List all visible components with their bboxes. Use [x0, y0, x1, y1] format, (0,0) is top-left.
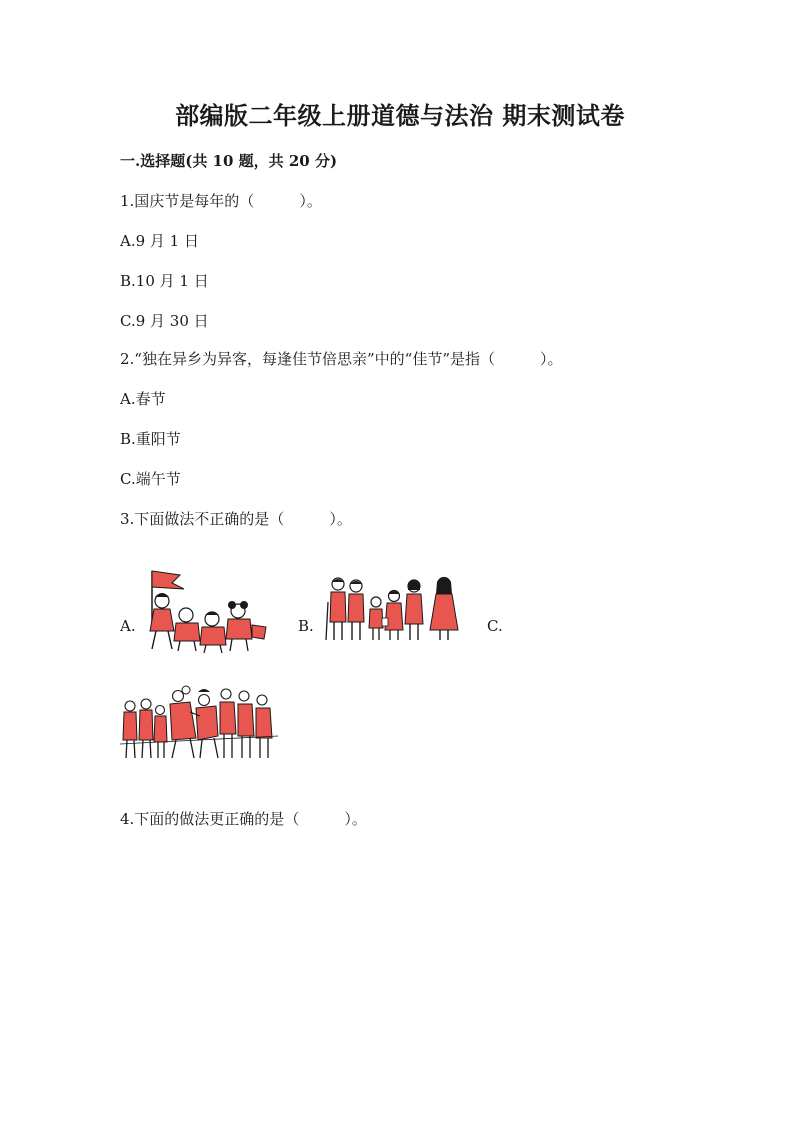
page-title: 部编版二年级上册道德与法治 期末测试卷 — [175, 101, 625, 130]
question-3-option-c-label: C. — [487, 617, 503, 635]
queue-illustration — [322, 572, 464, 644]
question-3-option-b-label: B. — [298, 617, 314, 635]
question-4-stem: 4.下面的做法更正确的是（ ）。 — [120, 810, 367, 828]
question-2-option-b: B.重阳节 — [120, 430, 181, 448]
section-heading: 一.选择题(共 10 题，共 20 分) — [120, 152, 338, 170]
question-2-option-a: A.春节 — [120, 390, 166, 408]
flag-group-illustration — [140, 565, 270, 655]
question-3-stem: 3.下面做法不正确的是（ ）。 — [120, 510, 352, 528]
question-3-option-a-label: A. — [120, 617, 136, 635]
question-1-option-a: A.9 月 1 日 — [120, 232, 199, 250]
question-2-option-c: C.端午节 — [120, 470, 181, 488]
question-2-stem: 2.“独在异乡为异客，每逢佳节倍思亲”中的“佳节”是指（ ）。 — [120, 350, 563, 368]
question-1-option-b: B.10 月 1 日 — [120, 272, 209, 290]
question-1-option-c: C.9 月 30 日 — [120, 312, 209, 330]
crowd-pushing-illustration — [120, 682, 280, 762]
question-1-stem: 1.国庆节是每年的（ ）。 — [120, 192, 322, 210]
